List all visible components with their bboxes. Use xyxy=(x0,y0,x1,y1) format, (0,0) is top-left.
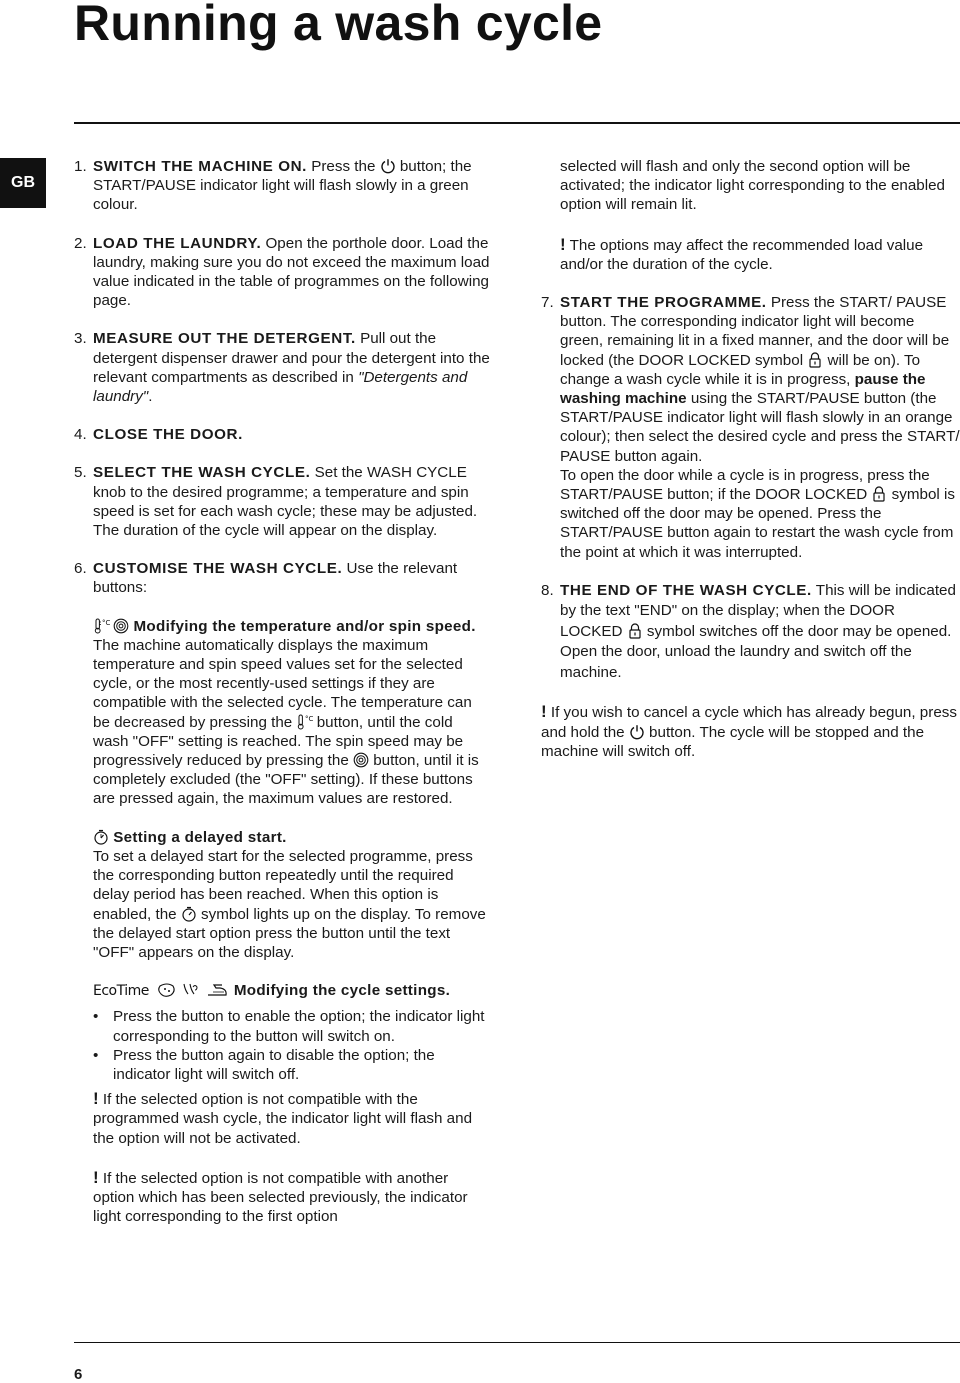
step-text: Use the relevant buttons: xyxy=(93,560,458,597)
delay-timer-icon xyxy=(93,829,109,845)
warning-note xyxy=(560,235,960,274)
option-text: To set a delayed start for the selected programme, press the corresponding button repeatedly until the required delay period has been reached. When this option is enabled, the xyxy=(93,847,473,923)
step-3 xyxy=(74,329,492,406)
step-2 xyxy=(74,234,492,311)
step-number: 8. xyxy=(541,581,554,599)
spin-icon xyxy=(113,618,129,634)
lock-icon xyxy=(627,623,643,639)
iron-icon xyxy=(206,982,230,998)
power-icon xyxy=(629,724,645,740)
stain-icon xyxy=(157,982,177,998)
extra-rinse-icon xyxy=(181,982,201,998)
step-text: Set the WASH CYCLE knob to the desired programme; a temperature and spin speed is set for each wash cycle; these may be adjusted. The duration of the cycle will appear on the display. xyxy=(93,464,478,540)
left-column xyxy=(74,157,492,1245)
step-number: 6. xyxy=(74,560,87,578)
step-text: Open the porthole door. Load the laundry, making sure you do not exceed the maximum load value indicated in the table of programmes on the following page. xyxy=(93,234,490,310)
option-heading: Setting a delayed start. xyxy=(113,828,287,846)
right-column xyxy=(541,157,960,780)
step-5 xyxy=(74,463,492,540)
warning-mark: ! xyxy=(93,1089,99,1109)
step-number: 5. xyxy=(74,464,87,482)
step-4 xyxy=(74,425,492,444)
step-6 xyxy=(74,559,492,597)
note-text: button. The cycle will be stopped and the machine will switch off. xyxy=(541,723,925,760)
step-text: Pull out the detergent dispenser drawer and pour the detergent into the relevant compartments as described in xyxy=(93,330,490,386)
step-text-end: . xyxy=(148,388,153,406)
continued-text: selected will flash and only the second option will be activated; the indicator light corresponding to the enabled option will remain lit. xyxy=(560,158,946,214)
delay-timer-icon xyxy=(181,906,197,922)
step-text: To open the door while a cycle is in progress, press the START/PAUSE button; if the DOOR LOCKED xyxy=(560,466,930,504)
step-number: 2. xyxy=(74,234,87,252)
note-text: If the selected option is not compatible with the programmed wash cycle, the indicator light will flash and the option will not be activated. xyxy=(93,1091,473,1147)
option-text: button, until it is completely excluded (the "OFF" setting). If these buttons are pressed again, the maximum values are restored. xyxy=(93,752,479,808)
warning-mark: ! xyxy=(560,234,566,254)
step-text: symbol switches off the door may be opened. Open the door, unload the laundry and switch off the machine. xyxy=(560,622,952,681)
step-text: symbol is switched off the door may be opened. Press the START/PAUSE button again to restart the wash cycle from the point at which it was interrupted. xyxy=(560,486,955,561)
note-text: If you wish to cancel a cycle which has already begun, press and hold the xyxy=(541,704,957,741)
warning-note xyxy=(93,1089,492,1148)
header-rule xyxy=(74,122,960,124)
step-heading: START THE PROGRAMME. xyxy=(560,294,767,312)
step-1 xyxy=(74,157,492,215)
page-title: Running a wash cycle xyxy=(74,0,603,51)
option-heading: Modifying the temperature and/or spin speed. xyxy=(133,617,476,635)
option-heading: Modifying the cycle settings. xyxy=(233,982,451,1000)
step-heading: SWITCH THE MACHINE ON. xyxy=(93,158,308,175)
option-text: symbol lights up on the display. To remove the delayed start option press the button until the text "OFF" appears on the display. xyxy=(93,905,486,961)
step-number: 1. xyxy=(74,158,87,175)
lock-icon xyxy=(871,486,887,502)
page-number: 6 xyxy=(74,1366,83,1383)
temperature-spin-option xyxy=(74,617,492,809)
step-number: 7. xyxy=(541,294,554,312)
step-heading: SELECT THE WASH CYCLE. xyxy=(93,464,311,482)
language-tab: GB xyxy=(0,158,46,208)
list-item: • Press the button again to disable the option; the indicator light will switch off. xyxy=(93,1046,492,1084)
step-text: using the START/PAUSE button (the START/PAUSE indicator light will flash slowly in an orange colour); then select the desired cycle and press the START/ PAUSE button again. xyxy=(560,390,960,465)
step-heading: MEASURE OUT THE DETERGENT. xyxy=(93,330,356,348)
thermometer-icon xyxy=(296,714,312,730)
step-7 xyxy=(541,293,960,562)
step-8 xyxy=(541,581,960,684)
spin-icon xyxy=(353,752,369,768)
step-number: 4. xyxy=(74,426,87,444)
svg-text:°C: °C xyxy=(102,618,111,627)
step-number: 3. xyxy=(74,330,87,348)
note-text: If the selected option is not compatible with another option which has been selected previously, the indicator light corresponding to the first option xyxy=(93,1169,468,1226)
option-text: The machine automatically displays the maximum temperature and spin speed values set for the selected cycle, or the most recently-used settings if they are compatible with the selected cycle. The temperature can be decreased by pressing the xyxy=(93,636,472,731)
step-text: will be on). To change a wash cycle while it is in progress, xyxy=(560,351,921,388)
list-item: • Press the button to enable the option; the indicator light corresponding to the button will switch on. xyxy=(93,1007,492,1045)
warning-note xyxy=(93,1168,492,1227)
step-heading: CUSTOMISE THE WASH CYCLE. xyxy=(93,560,343,578)
step-text: button; the START/PAUSE indicator light will flash slowly in a green colour. xyxy=(93,158,472,214)
lock-icon xyxy=(807,352,823,368)
cycle-settings-option xyxy=(74,981,492,1001)
cycle-settings-list xyxy=(74,1007,492,1084)
step-heading: CLOSE THE DOOR. xyxy=(93,426,243,444)
step-heading: LOAD THE LAUNDRY. xyxy=(93,234,262,252)
delayed-start-option xyxy=(74,828,492,962)
step-text: Press the START/ PAUSE button. The corresponding indicator light will become green, remaining lit in a fixed manner, and the door will be locked (the DOOR LOCKED symbol xyxy=(560,294,950,369)
ecotime-logo: EcoTime xyxy=(93,983,149,1000)
svg-text:°C: °C xyxy=(305,714,314,723)
warning-mark: ! xyxy=(541,702,547,722)
section-reference: "Detergents and laundry" xyxy=(93,368,468,406)
cancel-note xyxy=(541,702,960,761)
thermometer-icon xyxy=(93,618,109,634)
note-text: The options may affect the recommended load value and/or the duration of the cycle. xyxy=(560,236,924,273)
power-icon xyxy=(380,158,396,174)
step-text: This will be indicated by the text "END" on the display; when the DOOR LOCKED xyxy=(560,581,956,640)
emphasis-text: pause the washing machine xyxy=(560,370,926,408)
step-text: Press the xyxy=(307,158,380,175)
option-text: button, until the cold wash "OFF" setting is reached. The spin speed may be progressively reduced by pressing the xyxy=(93,713,464,770)
warning-mark: ! xyxy=(93,1167,99,1187)
footer-rule xyxy=(74,1342,960,1343)
step-heading: THE END OF THE WASH CYCLE. xyxy=(560,581,812,599)
